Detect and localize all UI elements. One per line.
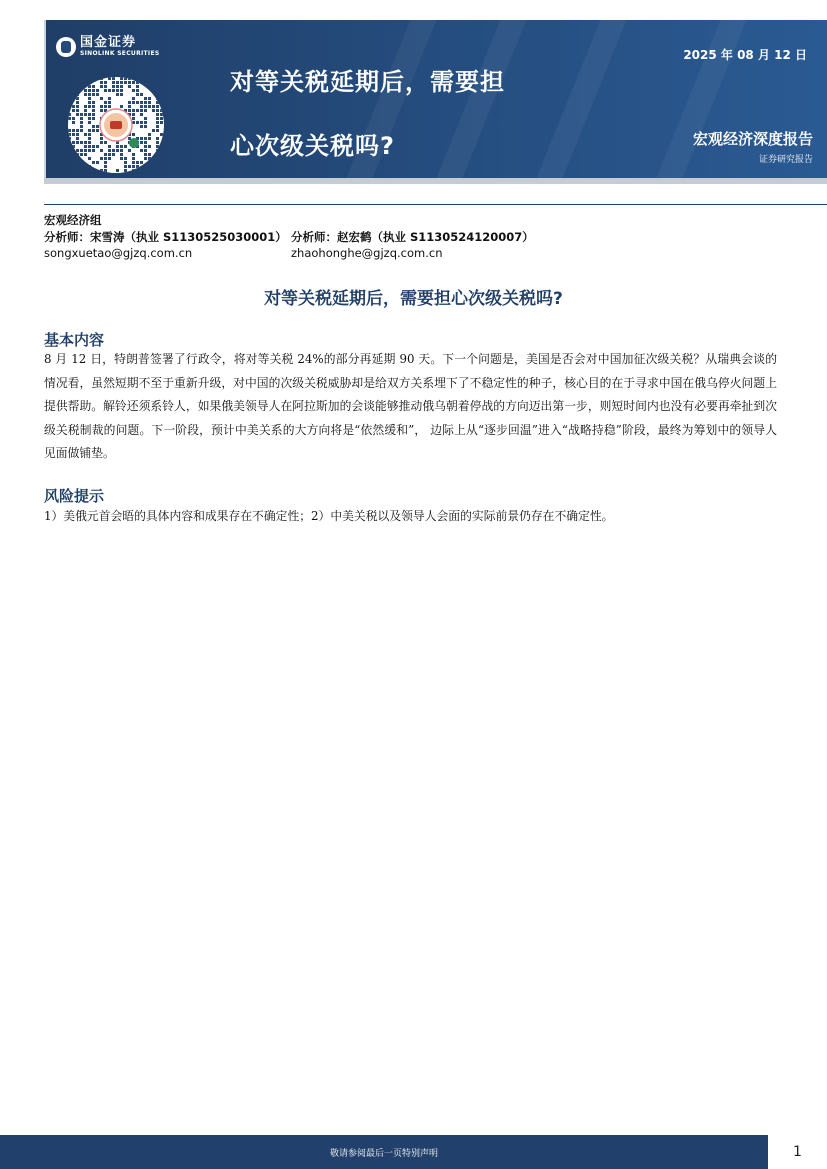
report-subtype: 证券研究报告 (758, 155, 813, 165)
logo-en: SINOLINK SECURITIES (80, 50, 160, 57)
analyst-1-email[interactable]: songxuetao@gjzq.com.cn (44, 246, 193, 260)
section-heading-risk: 风险提示 (44, 487, 105, 505)
report-type: 宏观经济深度报告 (692, 130, 813, 148)
report-banner (44, 20, 827, 180)
analyst-1: 分析师：宋雪涛（执业 S1130525030001） (44, 230, 287, 244)
report-date: 2025 年 08 月 12 日 (683, 48, 807, 62)
banner-title-line1: 对等关税延期后，需要担 (230, 68, 505, 96)
disclaimer-note: 敬请参阅最后一页特别声明 (329, 1149, 438, 1159)
banner-edge (44, 20, 46, 180)
group-name: 宏观经济组 (44, 213, 102, 227)
summary-paragraph: 8 月 12 日，特朗普签署了行政令，将对等关税 24%的部分再延期 90 天。下一个问题是，美国是否会对中国加征次级关税？从瑞典会谈的情况看，虽然短期不至于重新升级，对中国的次级关税威胁却是给双方关系埋下了不稳定性的种子，核心目的在于寻求中国在俄乌停火问题上提供帮助。解铃还须系铃人，如果俄美领导人在阿拉斯加的会谈能够推动俄乌朝着停战的方向迈出第一步，则短时间内也没有必要再牵扯到次级关税制裁的问题。下一阶段，预计中美关系的大方向将是“依然缓和”， 边际上从“逐步回温”进入“战略持稳”阶段，最终为筹划中的领导人见面做铺垫。 (44, 352, 777, 460)
analyst-2-email[interactable]: zhaohonghe@gjzq.com.cn (291, 246, 443, 260)
banner-bottom-strip (44, 178, 827, 184)
logo-mark-icon (56, 37, 76, 57)
page-title: 对等关税延期后，需要担心次级关税吗? (264, 289, 563, 309)
banner-stripe (640, 20, 755, 180)
section-heading-summary: 基本内容 (44, 331, 105, 349)
header-divider (44, 204, 827, 205)
page-number: 1 (793, 1144, 802, 1160)
banner-title-line2: 心次级关税吗? (230, 132, 395, 160)
risk-paragraph: 1）美俄元首会晤的具体内容和成果存在不确定性；2）中美关税以及领导人会面的实际前景仍存在不确定性。 (44, 509, 614, 523)
logo-cn: 国金证券 (80, 35, 137, 50)
company-logo (56, 36, 159, 58)
mini-program-qr-code-icon (68, 77, 164, 173)
analyst-2: 分析师：赵宏鹤（执业 S1130524120007） (291, 230, 534, 244)
banner-title (230, 50, 590, 178)
